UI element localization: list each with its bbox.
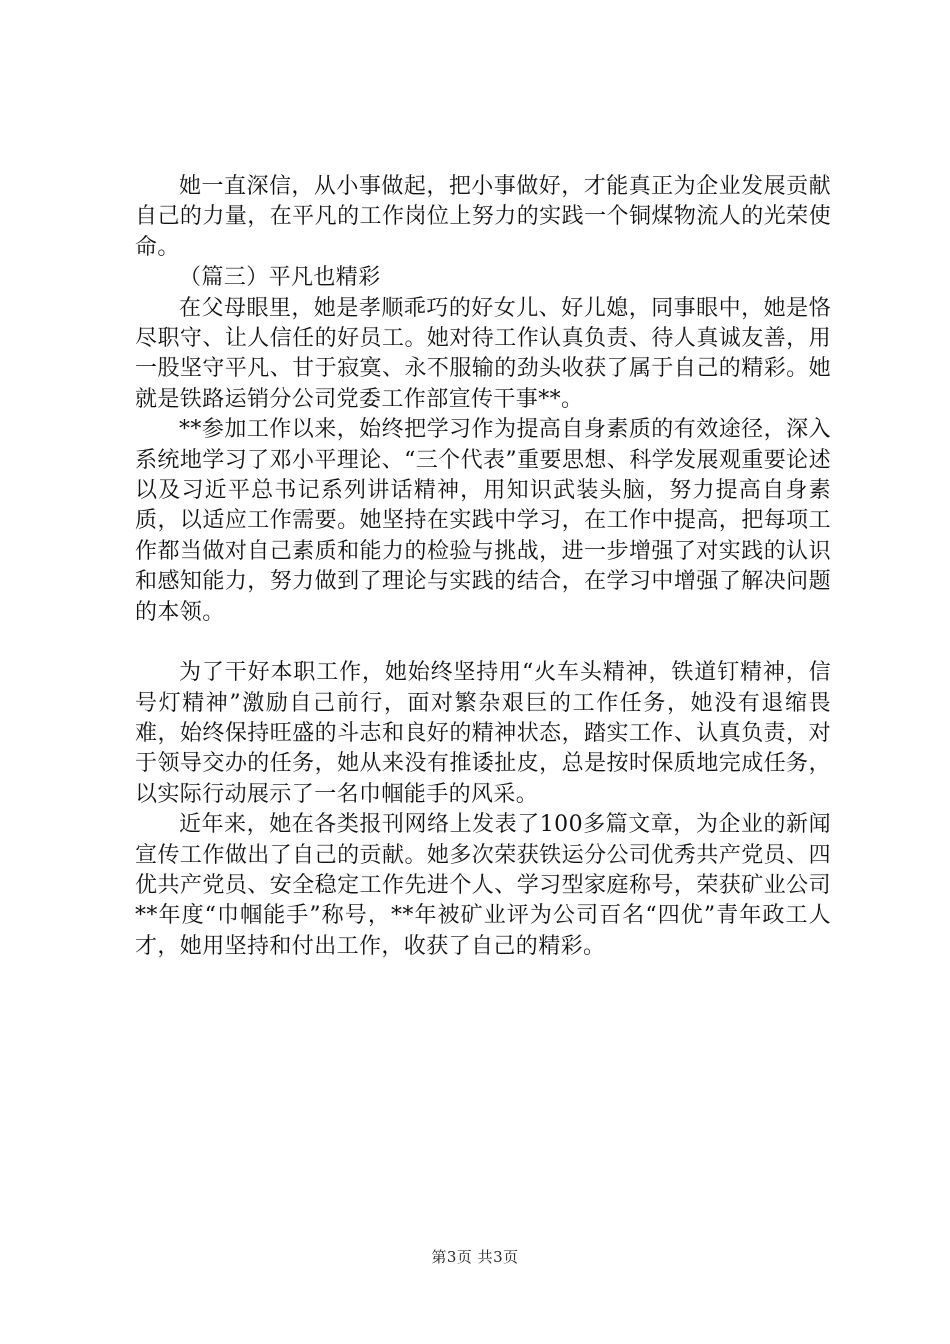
paragraph-study: **参加工作以来，始终把学习作为提高自身素质的有效途径，深入系统地学习了邓小平理论、“三个代表”重要思想、科学发展观重要论述以及习近平总书记系列讲话精神，用知识武装头脑，努力提高自身素质，以适应工作需要。她坚持在实践中学习，在工作中提高，把每项工作都当做对自己素质和能力的检验与挑战，进一步增强了对实践的认识和感知能力，努力做到了理论与实践的结合，在学习中增强了解决问题的本领。 (135, 417, 831, 625)
document-body (135, 172, 831, 962)
paragraph-achievements: 近年来，她在各类报刊网络上发表了100多篇文章，为企业的新闻宣传工作做出了自己的贡献。她多次荣获铁运分公司优秀共产党员、四优共产党员、安全稳定工作先进个人、学习型家庭称号，荣获矿业公司**年度“巾帼能手”称号，**年被矿业评为公司百名“四优”青年政工人才，她用坚持和付出工作，收获了自己的精彩。 (135, 812, 831, 959)
paragraph-spacer (135, 628, 831, 658)
page-number-footer: 第3页 共3页 (431, 1248, 519, 1266)
paragraph-profile: 在父母眼里，她是孝顺乖巧的好女儿、好儿媳，同事眼中，她是恪尽职守、让人信任的好员工。她对待工作认真负责、待人真诚友善，用一股坚守平凡、甘于寂寞、永不服输的劲头收获了属于自己的精彩。她就是铁路运销分公司党委工作部宣传干事**。 (135, 295, 831, 412)
paragraph-intro: 她一直深信，从小事做起，把小事做好，才能真正为企业发展贡献自己的力量，在平凡的工作岗位上努力的实践一个铜煤物流人的光荣使命。 (135, 174, 831, 260)
paragraph-work: 为了干好本职工作，她始终坚持用“火车头精神，铁道钉精神，信号灯精神”激励自己前行，面对繁杂艰巨的工作任务，她没有退缩畏难，始终保持旺盛的斗志和良好的精神状态，踏实工作、认真负责，对于领导交办的任务，她从来没有推诿扯皮，总是按时保质地完成任务，以实际行动展示了一名巾帼能手的风采。 (135, 660, 831, 807)
section-heading: （篇三）平凡也精彩 (179, 265, 381, 291)
